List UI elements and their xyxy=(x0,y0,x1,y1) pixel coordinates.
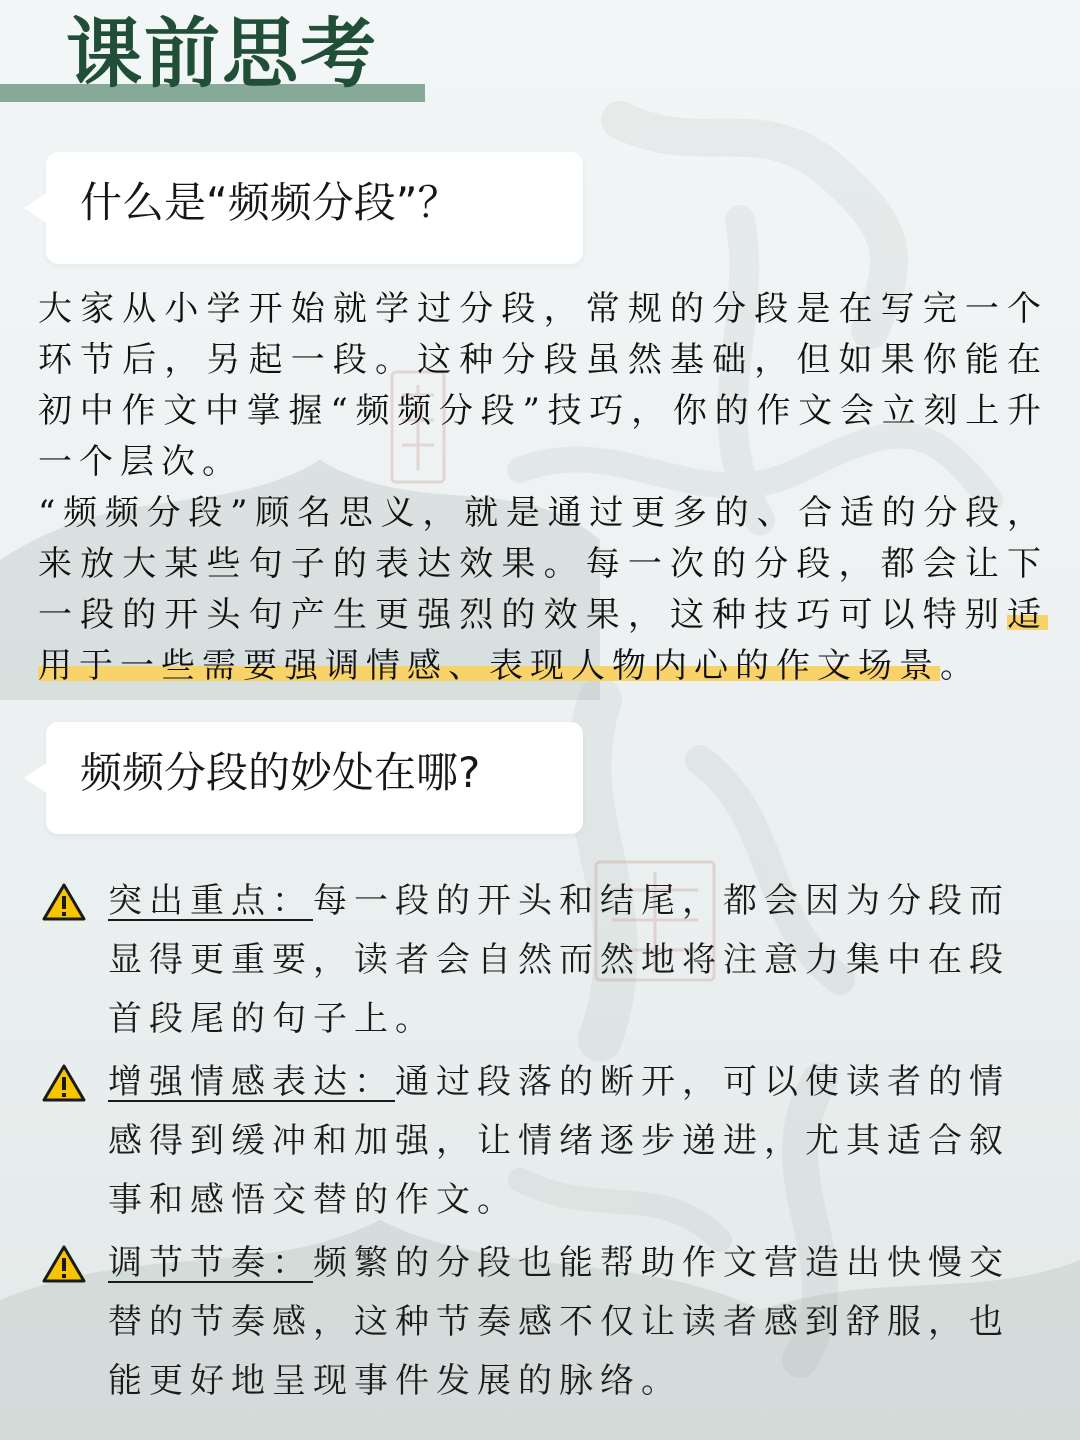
question-card-what xyxy=(46,152,583,264)
intro-paragraph-2-text: “频频分段”顾名思义，就是通过更多的、合适的分段，来放大某些句子的表达效果。每一次的分段，都会让下一段的开头句产生更强烈的效果，这种技巧可以特别 xyxy=(38,493,1048,635)
question-text: 频频分段的妙处在哪? xyxy=(80,748,481,797)
question-card-benefits xyxy=(46,722,583,834)
warning-icon xyxy=(42,1063,86,1103)
intro-text xyxy=(38,284,1048,692)
highlighted-text: 适用于一些需要强调情感、表现人物内心的作文场景 xyxy=(38,595,1048,686)
benefits-list xyxy=(40,872,1050,1415)
warning-icon xyxy=(42,1244,86,1284)
intro-paragraph-2 xyxy=(38,488,1048,692)
benefit-item xyxy=(40,1053,1050,1230)
benefit-item xyxy=(40,872,1050,1049)
intro-paragraph-1: 大家从小学开始就学过分段，常规的分段是在写完一个环节后，另起一段。这种分段虽然基础，但如果你能在初中作文中掌握“频频分段”技巧，你的作文会立刻上升一个层次。 xyxy=(38,289,1048,482)
question-text: 什么是“频频分段”？ xyxy=(80,178,460,227)
benefit-title: 增强情感表达： xyxy=(108,1062,395,1102)
benefit-title: 调节节奏： xyxy=(108,1243,313,1283)
page-title: 课前思考 xyxy=(66,9,378,98)
benefit-item xyxy=(40,1234,1050,1411)
benefit-text: 通过段落的断开，可以使读者的情感得到缓冲和加强，让情绪逐步递进，尤其适合叙事和感悟交替的作文。 xyxy=(108,1062,1010,1220)
benefit-text: 频繁的分段也能帮助作文营造出快慢交替的节奏感，这种节奏感不仅让读者感到舒服，也能更好地呈现事件发展的脉络。 xyxy=(108,1243,1010,1401)
intro-paragraph-2-end: 。 xyxy=(940,646,981,686)
benefit-text: 每一段的开头和结尾，都会因为分段而显得更重要，读者会自然而然地将注意力集中在段首段尾的句子上。 xyxy=(108,881,1010,1039)
warning-icon xyxy=(42,882,86,922)
benefit-title: 突出重点： xyxy=(108,881,313,921)
